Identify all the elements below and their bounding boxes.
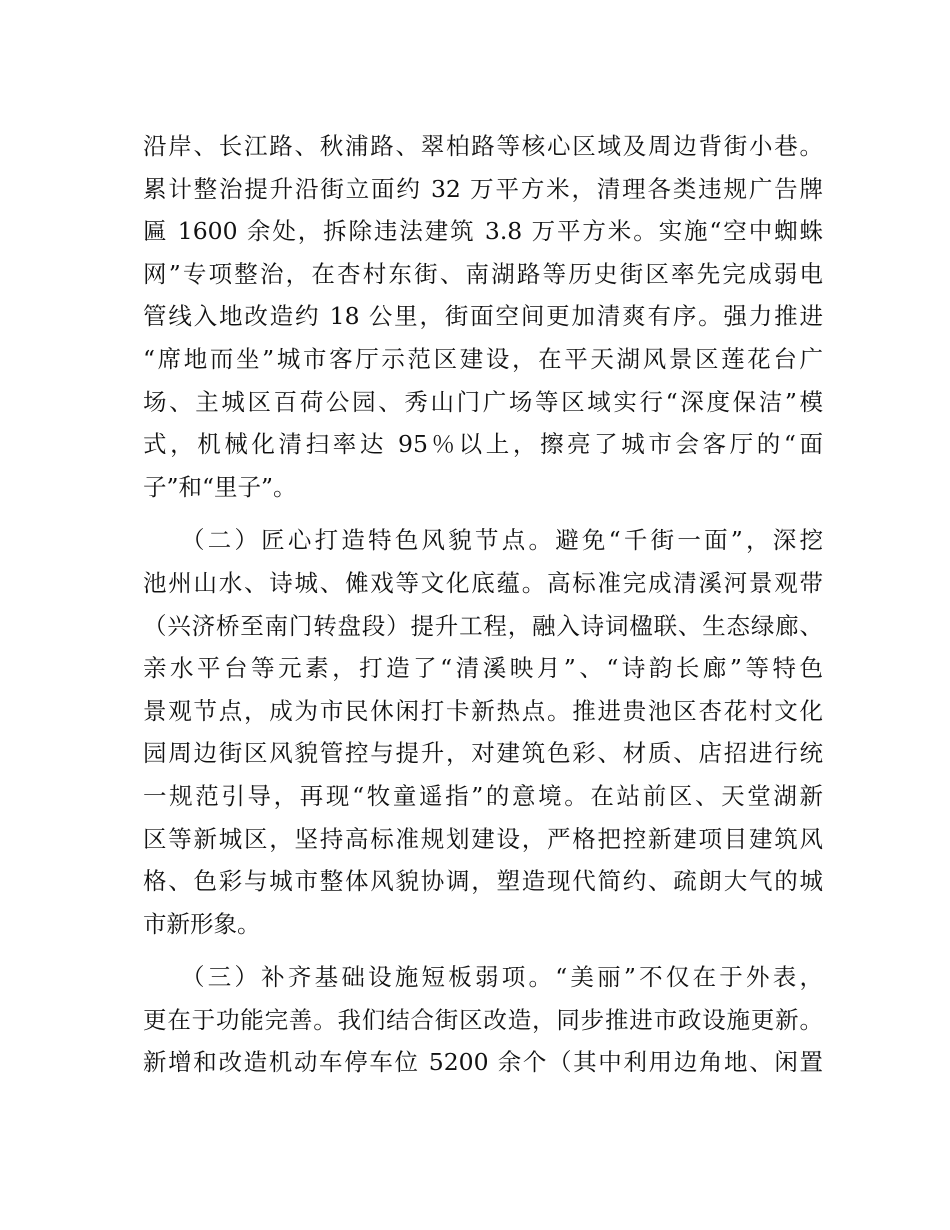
paragraph-street-governance (143, 125, 823, 508)
paragraph-spacer (143, 945, 823, 956)
text-line: 池州山水、诗城、傩戏等文化底蕴。高标准完成清溪河景观带 (143, 568, 823, 597)
text-line: （二）匠心打造特色风貌节点。避免“千街一面”，深挖 (181, 526, 823, 555)
document-body (143, 125, 823, 1084)
paragraph-spacer (143, 508, 823, 519)
text-line: 新增和改造机动车停车位 5200 余个（其中利用边角地、闲置 (143, 1048, 823, 1077)
text-line: 更在于功能完善。我们结合街区改造，同步推进市政设施更新。 (143, 1005, 823, 1034)
text-line: 格、色彩与城市整体风貌协调，塑造现代简约、疏朗大气的城 (143, 867, 823, 896)
text-line: 景观节点，成为市民休闲打卡新热点。推进贵池区杏花村文化 (143, 696, 823, 725)
text-line: 管线入地改造约 18 公里，街面空间更加清爽有序。强力推进 (143, 302, 823, 331)
text-line: 市新形象。 (143, 909, 261, 938)
paragraph-infrastructure (143, 956, 823, 1084)
text-line: 式，机械化清扫率达 95％以上，擦亮了城市会客厅的“面 (143, 430, 823, 459)
text-line: 亲水平台等元素，打造了“清溪映月”、“诗韵长廊”等特色 (143, 654, 823, 683)
text-line: 区等新城区，坚持高标准规划建设，严格把控新建项目建筑风 (143, 824, 823, 853)
text-line: 场、主城区百荷公园、秀山门广场等区域实行“深度保洁”模 (143, 387, 823, 416)
text-line: 网”专项整治，在杏村东街、南湖路等历史街区率先完成弱电 (143, 259, 823, 288)
text-line: 子”和“里子”。 (143, 472, 297, 501)
text-line: 一规范引导，再现“牧童遥指”的意境。在站前区、天堂湖新 (143, 781, 823, 810)
text-line: 沿岸、长江路、秋浦路、翠柏路等核心区域及周边背街小巷。 (143, 132, 823, 160)
paragraph-feature-nodes (143, 519, 823, 945)
text-line: （三）补齐基础设施短板弱项。“美丽”不仅在于外表， (181, 963, 823, 992)
text-line: 园周边街区风貌管控与提升，对建筑色彩、材质、店招进行统 (143, 739, 823, 768)
text-line: 匾 1600 余处，拆除违法建筑 3.8 万平方米。实施“空中蜘蛛 (143, 217, 823, 246)
text-line: “席地而坐”城市客厅示范区建设，在平天湖风景区莲花台广 (143, 344, 823, 373)
text-line: （兴济桥至南门转盘段）提升工程，融入诗词楹联、生态绿廊、 (143, 611, 823, 640)
text-line: 累计整治提升沿街立面约 32 万平方米，清理各类违规广告牌 (143, 174, 823, 203)
